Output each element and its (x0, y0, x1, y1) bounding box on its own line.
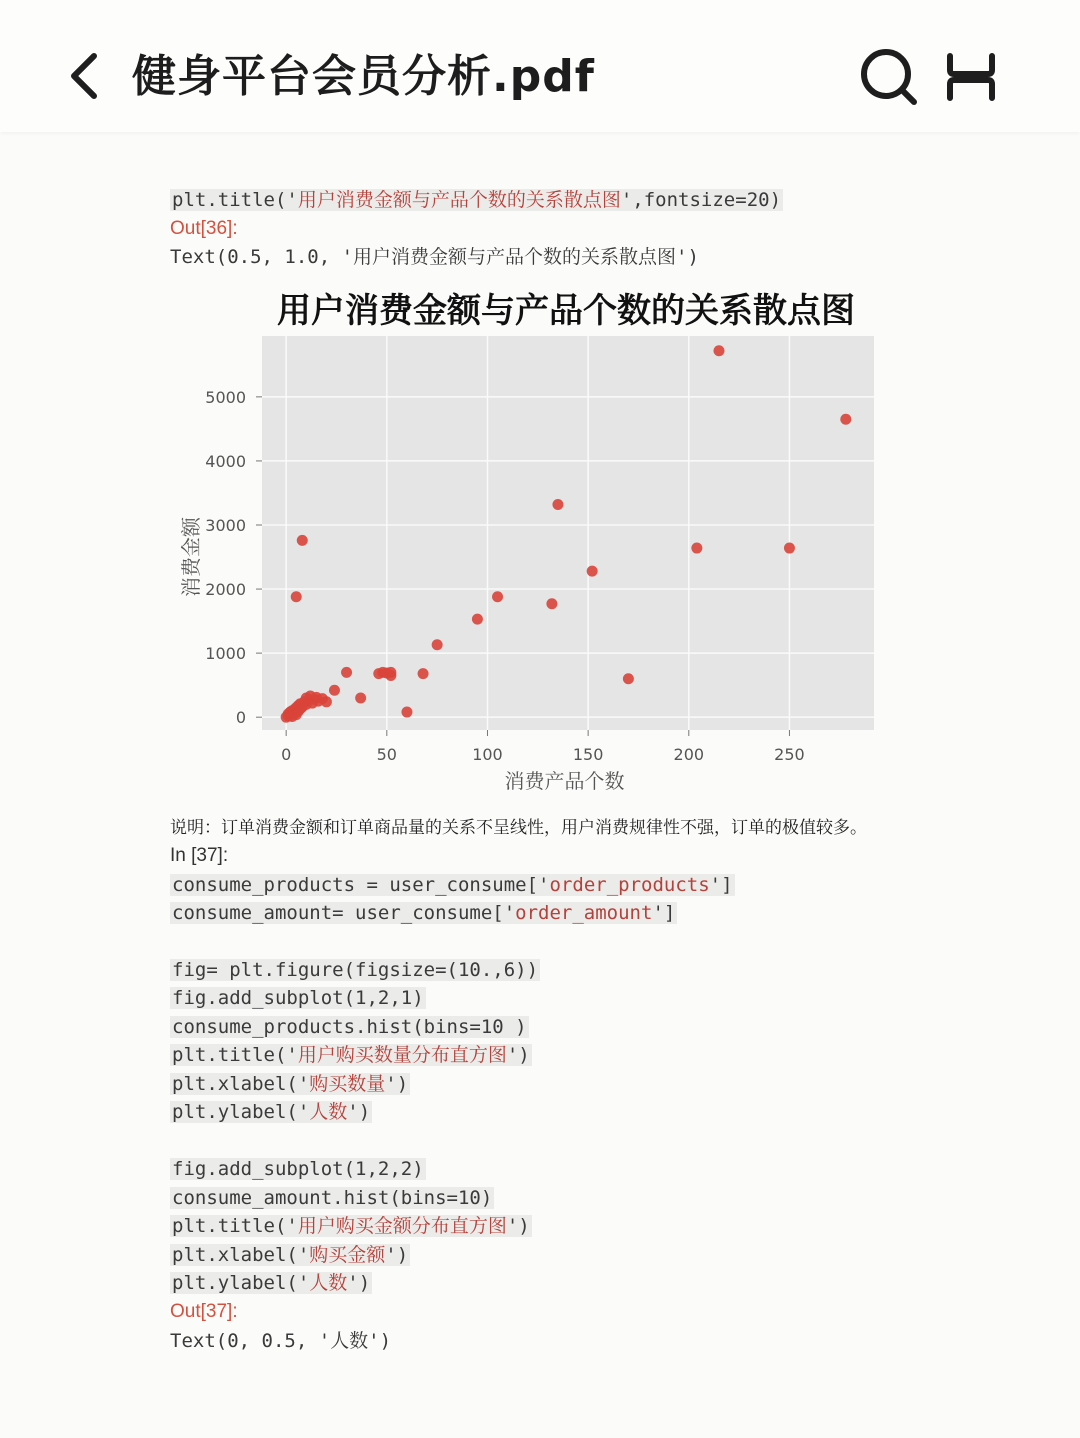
code-line-title: plt.title('用户消费金额与产品个数的关系散点图',fontsize=20) (172, 189, 782, 211)
back-button[interactable] (62, 48, 112, 104)
y-tick-label: 0 (235, 708, 246, 728)
y-tick-label: 2000 (205, 580, 246, 600)
plot-area (262, 336, 874, 730)
x-tick-label: 0 (281, 745, 292, 764)
x-tick-label: 200 (673, 745, 705, 764)
code-line: plt.title('用户购买数量分布直方图') (172, 1044, 530, 1066)
x-tick-label: 50 (376, 745, 397, 764)
top-bar (0, 0, 1080, 132)
scatter-point (385, 670, 396, 681)
code-line: fig= plt.figure(figsize=(10.,6)) (172, 959, 539, 981)
y-tick-label: 1000 (205, 644, 246, 664)
code-line: plt.ylabel('人数') (172, 1272, 371, 1294)
code-line: plt.xlabel('购买金额') (172, 1244, 409, 1266)
scatter-point (552, 499, 563, 510)
code-line: fig.add_subplot(1,2,1) (172, 987, 424, 1009)
scatter-point (432, 639, 443, 650)
x-axis-label: 消费产品个数 (504, 769, 625, 793)
code-line: plt.xlabel('购买数量') (172, 1073, 409, 1095)
description-note: 说明：订单消费金额和订单商品量的关系不呈线性，用户消费规律性不强，订单的极值较多。 (170, 818, 867, 838)
in-prompt-37: In [37]: (170, 845, 229, 866)
y-tick-label: 4000 (205, 451, 246, 471)
code-line: plt.ylabel('人数') (172, 1101, 371, 1123)
code-line: fig.add_subplot(1,2,2) (172, 1158, 424, 1180)
output-text-36: Text(0.5, 1.0, '用户消费金额与产品个数的关系散点图') (170, 246, 699, 268)
scatter-point (418, 668, 429, 679)
search-button[interactable] (856, 44, 922, 110)
scatter-point (784, 543, 795, 554)
scatter-point (291, 591, 302, 602)
scatter-point (472, 614, 483, 625)
scatter-point (492, 591, 503, 602)
code-line: consume_products.hist(bins=10 ) (172, 1016, 527, 1038)
menu-icon (942, 50, 1000, 104)
x-tick-label: 250 (774, 745, 805, 764)
scatter-point (355, 692, 366, 703)
chart-title: 用户消费金额与产品个数的关系散点图 (277, 291, 855, 331)
y-axis-label: 消费金额 (179, 517, 203, 598)
scatter-point (329, 685, 340, 696)
scatter-point (691, 543, 702, 554)
search-icon (856, 44, 922, 110)
scatter-point (840, 414, 851, 425)
scatter-point (341, 667, 352, 678)
code-line: consume_amount.hist(bins=10) (172, 1187, 493, 1209)
y-tick-label: 5000 (205, 387, 246, 407)
scatter-point (546, 598, 557, 609)
scatter-point (321, 696, 332, 707)
scatter-point (297, 535, 308, 546)
y-tick-label: 3000 (205, 515, 246, 535)
output-text-37: Text(0, 0.5, '人数') (170, 1330, 392, 1352)
document-title: 健身平台会员分析.pdf (132, 51, 595, 102)
menu-button[interactable] (942, 50, 1000, 104)
x-tick-label: 100 (472, 745, 503, 764)
out-prompt-36: Out[36]: (170, 218, 238, 239)
scatter-point (587, 566, 598, 577)
scatter-point (713, 345, 724, 356)
out-prompt-37: Out[37]: (170, 1301, 238, 1322)
code-line: consume_products = user_consume['order_products'] (172, 874, 733, 896)
chevron-left-icon (62, 48, 112, 104)
code-line: consume_amount= user_consume['order_amount'] (172, 902, 676, 924)
code-line: plt.title('用户购买金额分布直方图') (172, 1215, 530, 1237)
scatter-point (623, 673, 634, 684)
scatter-chart (0, 280, 1080, 800)
scatter-point (401, 707, 412, 718)
x-tick-label: 150 (572, 745, 604, 764)
